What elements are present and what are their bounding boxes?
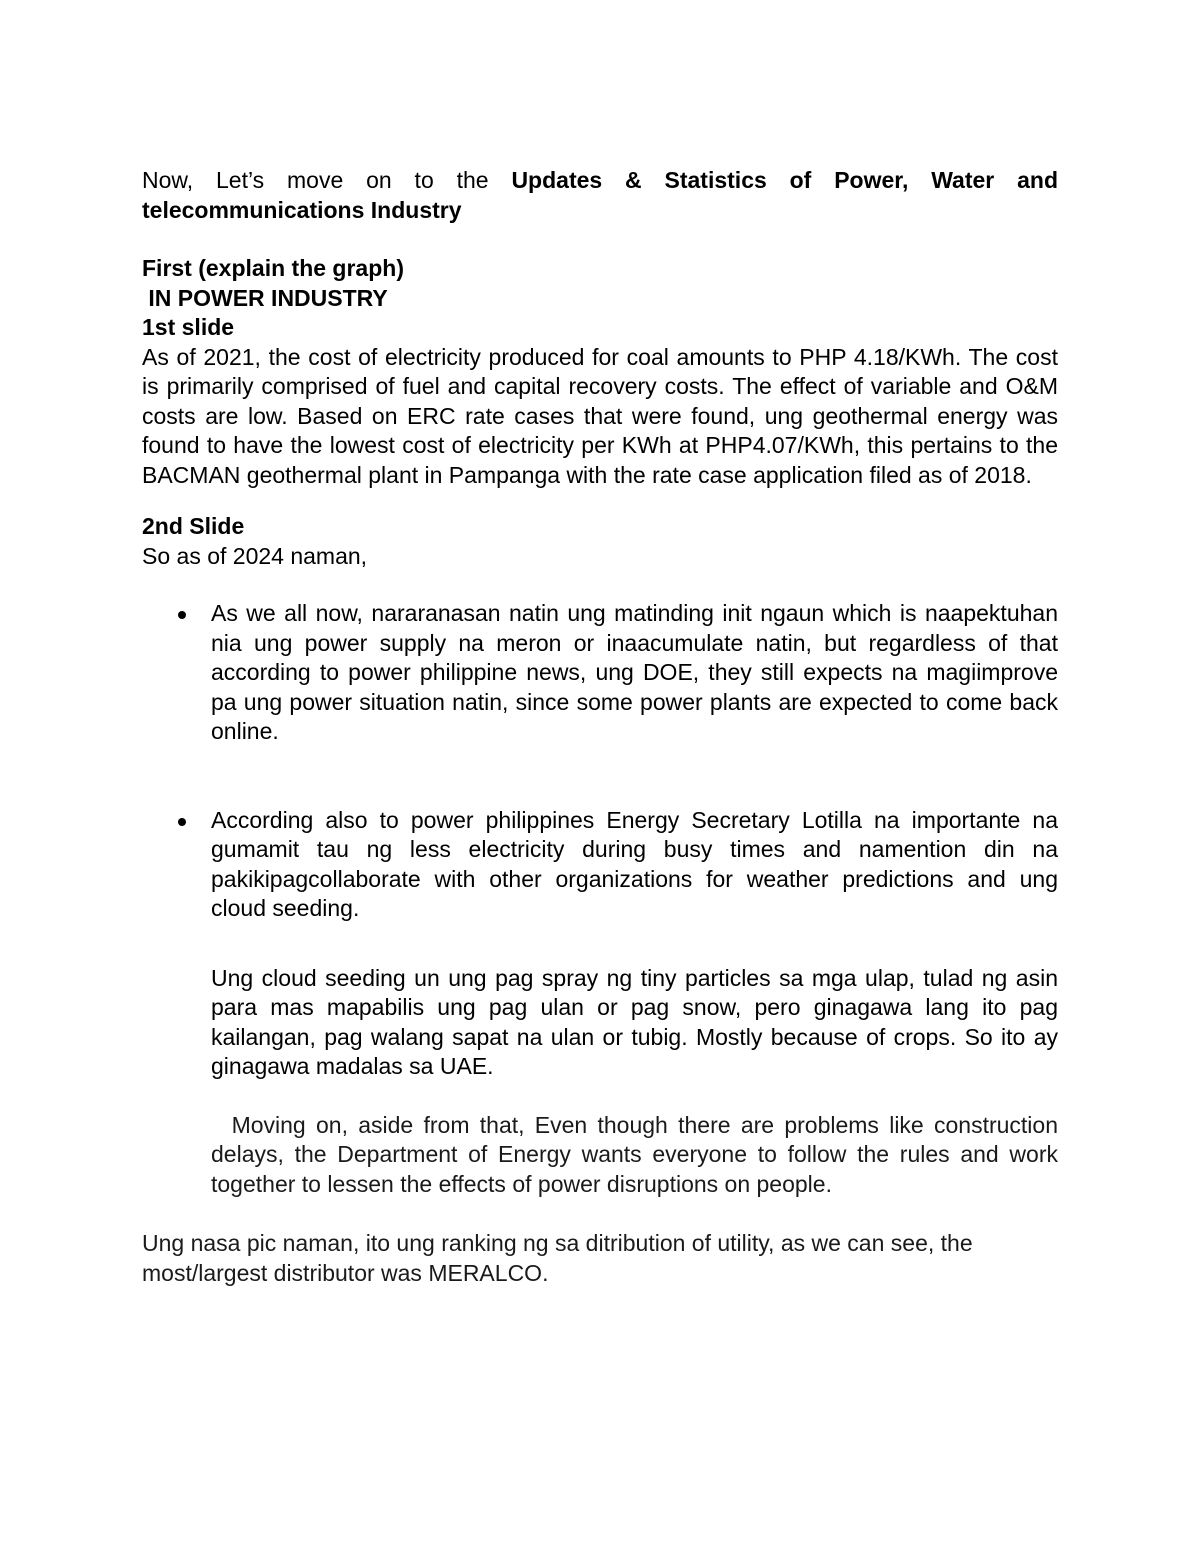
slide1-body: As of 2021, the cost of electricity produced for coal amounts to PHP 4.18/KWh. The cost is primarily comprised of fuel and capital recovery costs. The effect of variable and O&M costs are low. Based on ERC rate cases that were found, ung geothermal energy was found to have the lowest cost of electricity per KWh at PHP4.07/KWh, this pertains to the BACMAN geothermal plant in Pampanga with the rate case application filed as of 2018. [142, 343, 1058, 488]
intro-paragraph [142, 166, 1058, 225]
first-heading: First (explain the graph) [142, 255, 404, 281]
list-item [142, 806, 1058, 924]
list-item [142, 599, 1058, 747]
cloud-seeding-paragraph: Ung cloud seeding un ung pag spray ng tiny particles sa mga ulap, tulad ng asin para mas mapabilis ung pag ulan or pag snow, pero ginagawa lang ito pag kailangan, pag walang sapat na ulan or tubig. Mostly because of crops. So ito ay ginagawa madalas sa UAE. [211, 964, 1058, 1079]
intro-topic-text: Updates & Statistics of Power, Water and telecommunications Industry [142, 167, 1058, 223]
intro-lead-text: Now, Let’s move on to the [142, 167, 512, 193]
slide1-heading: 1st slide [142, 314, 235, 340]
closing-paragraph: Ung nasa pic naman, ito ung ranking ng sa ditribution of utility, as we can see, the most/largest distributor was MERALCO. [142, 1230, 973, 1286]
slide2-intro: So as of 2024 naman, [142, 542, 368, 569]
bullet-icon [178, 818, 186, 826]
bullet-text: As we all now, nararanasan natin ung matinding init ngaun which is naapektuhan nia ung power supply na meron or inaacumulate natin, but regardless of that according to power philippine news, ung DOE, they still expects na magiimprove pa ung power situation natin, since some power plants are expected to come back online. [211, 600, 1058, 744]
slide2-heading: 2nd Slide [142, 513, 245, 539]
document-body [142, 166, 1065, 1288]
slide2-bullet-list [142, 599, 1058, 924]
industry-heading: IN POWER INDUSTRY [142, 284, 388, 311]
bullet-icon [178, 611, 186, 619]
moving-on-paragraph: Moving on, aside from that, Even though there are problems like construction delays, the Department of Energy wants everyone to follow the rules and work together to lessen the effects of power disruptions on people. [211, 1111, 1065, 1197]
bullet-text: According also to power philippines Energy Secretary Lotilla na importante na gumamit tau ng less electricity during busy times and namention din na pakikipagcollaborate with other organizations for weather predictions and ung cloud seeding. [211, 806, 1058, 921]
